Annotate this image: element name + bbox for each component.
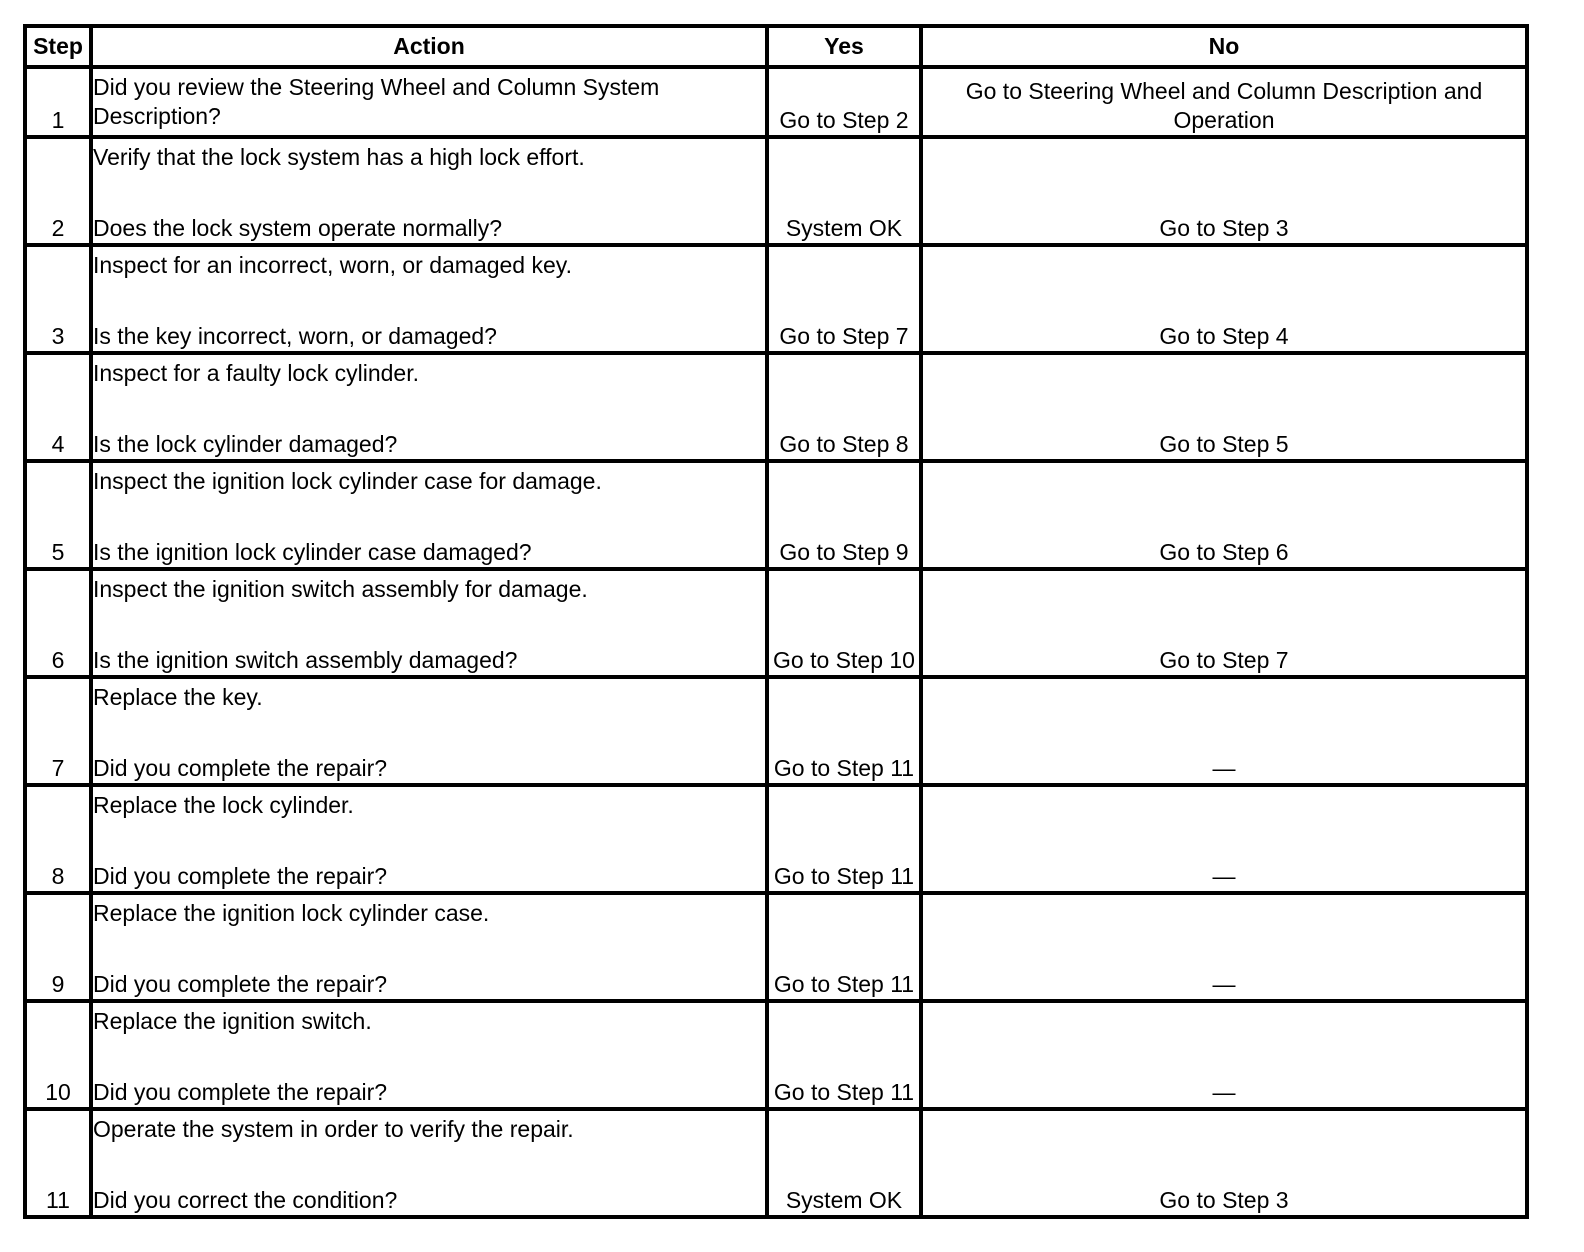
action-cell [91, 137, 767, 245]
yes-cell: Go to Step 2 [767, 67, 921, 137]
action-instruction: Replace the ignition switch. [93, 1008, 372, 1034]
action-instruction: Replace the lock cylinder. [93, 792, 354, 818]
no-cell: — [921, 893, 1527, 1001]
action-question: Is the key incorrect, worn, or damaged? [93, 323, 497, 349]
action-cell [91, 67, 767, 137]
diagnostic-table [23, 24, 1529, 1219]
action-cell [91, 893, 767, 1001]
no-cell: Go to Step 4 [921, 245, 1527, 353]
no-cell: — [921, 785, 1527, 893]
action-instruction: Did you review the Steering Wheel and Column System Description? [93, 74, 660, 129]
action-cell [91, 353, 767, 461]
action-question: Did you complete the repair? [93, 1079, 388, 1105]
action-question: Is the ignition switch assembly damaged? [93, 647, 518, 673]
table-row [25, 245, 1527, 353]
table-row [25, 1109, 1527, 1217]
step-number: 10 [25, 1001, 91, 1109]
action-instruction: Inspect for an incorrect, worn, or damaged key. [93, 252, 572, 278]
yes-cell: System OK [767, 137, 921, 245]
action-instruction: Inspect for a faulty lock cylinder. [93, 360, 419, 386]
header-action: Action [91, 26, 767, 67]
no-cell: Go to Steering Wheel and Column Description and Operation [921, 67, 1527, 137]
step-number: 11 [25, 1109, 91, 1217]
action-cell [91, 1109, 767, 1217]
table-row [25, 569, 1527, 677]
step-number: 2 [25, 137, 91, 245]
table-row [25, 785, 1527, 893]
header-yes: Yes [767, 26, 921, 67]
action-cell [91, 245, 767, 353]
step-number: 8 [25, 785, 91, 893]
step-number: 3 [25, 245, 91, 353]
action-instruction: Operate the system in order to verify the repair. [93, 1116, 574, 1142]
action-question: Did you correct the condition? [93, 1187, 398, 1213]
no-cell: Go to Step 3 [921, 1109, 1527, 1217]
action-instruction: Verify that the lock system has a high lock effort. [93, 144, 585, 170]
action-question: Does the lock system operate normally? [93, 215, 503, 241]
header-row [25, 26, 1527, 67]
action-question: Is the lock cylinder damaged? [93, 431, 398, 457]
yes-cell: Go to Step 11 [767, 1001, 921, 1109]
yes-cell: System OK [767, 1109, 921, 1217]
table-row [25, 137, 1527, 245]
yes-cell: Go to Step 9 [767, 461, 921, 569]
action-question: Is the ignition lock cylinder case damaged? [93, 539, 532, 565]
yes-cell: Go to Step 10 [767, 569, 921, 677]
action-question: Did you complete the repair? [93, 971, 388, 997]
step-number: 9 [25, 893, 91, 1001]
no-cell: — [921, 677, 1527, 785]
action-cell [91, 461, 767, 569]
action-question: Did you complete the repair? [93, 755, 388, 781]
action-cell [91, 785, 767, 893]
action-cell [91, 569, 767, 677]
action-question: Did you complete the repair? [93, 863, 388, 889]
action-cell [91, 677, 767, 785]
yes-cell: Go to Step 7 [767, 245, 921, 353]
step-number: 1 [25, 67, 91, 137]
table-row [25, 353, 1527, 461]
yes-cell: Go to Step 11 [767, 893, 921, 1001]
no-cell: Go to Step 6 [921, 461, 1527, 569]
no-cell: Go to Step 5 [921, 353, 1527, 461]
yes-cell: Go to Step 8 [767, 353, 921, 461]
header-step: Step [25, 26, 91, 67]
no-cell: Go to Step 3 [921, 137, 1527, 245]
yes-cell: Go to Step 11 [767, 677, 921, 785]
header-no: No [921, 26, 1527, 67]
step-number: 4 [25, 353, 91, 461]
step-number: 6 [25, 569, 91, 677]
table-row [25, 893, 1527, 1001]
action-instruction: Replace the key. [93, 684, 263, 710]
action-instruction: Inspect the ignition lock cylinder case for damage. [93, 468, 602, 494]
step-number: 7 [25, 677, 91, 785]
yes-cell: Go to Step 11 [767, 785, 921, 893]
table-row [25, 67, 1527, 137]
action-instruction: Inspect the ignition switch assembly for damage. [93, 576, 588, 602]
action-cell [91, 1001, 767, 1109]
no-cell: — [921, 1001, 1527, 1109]
table-row [25, 1001, 1527, 1109]
table-row [25, 461, 1527, 569]
table-row [25, 677, 1527, 785]
action-instruction: Replace the ignition lock cylinder case. [93, 900, 490, 926]
no-cell: Go to Step 7 [921, 569, 1527, 677]
step-number: 5 [25, 461, 91, 569]
